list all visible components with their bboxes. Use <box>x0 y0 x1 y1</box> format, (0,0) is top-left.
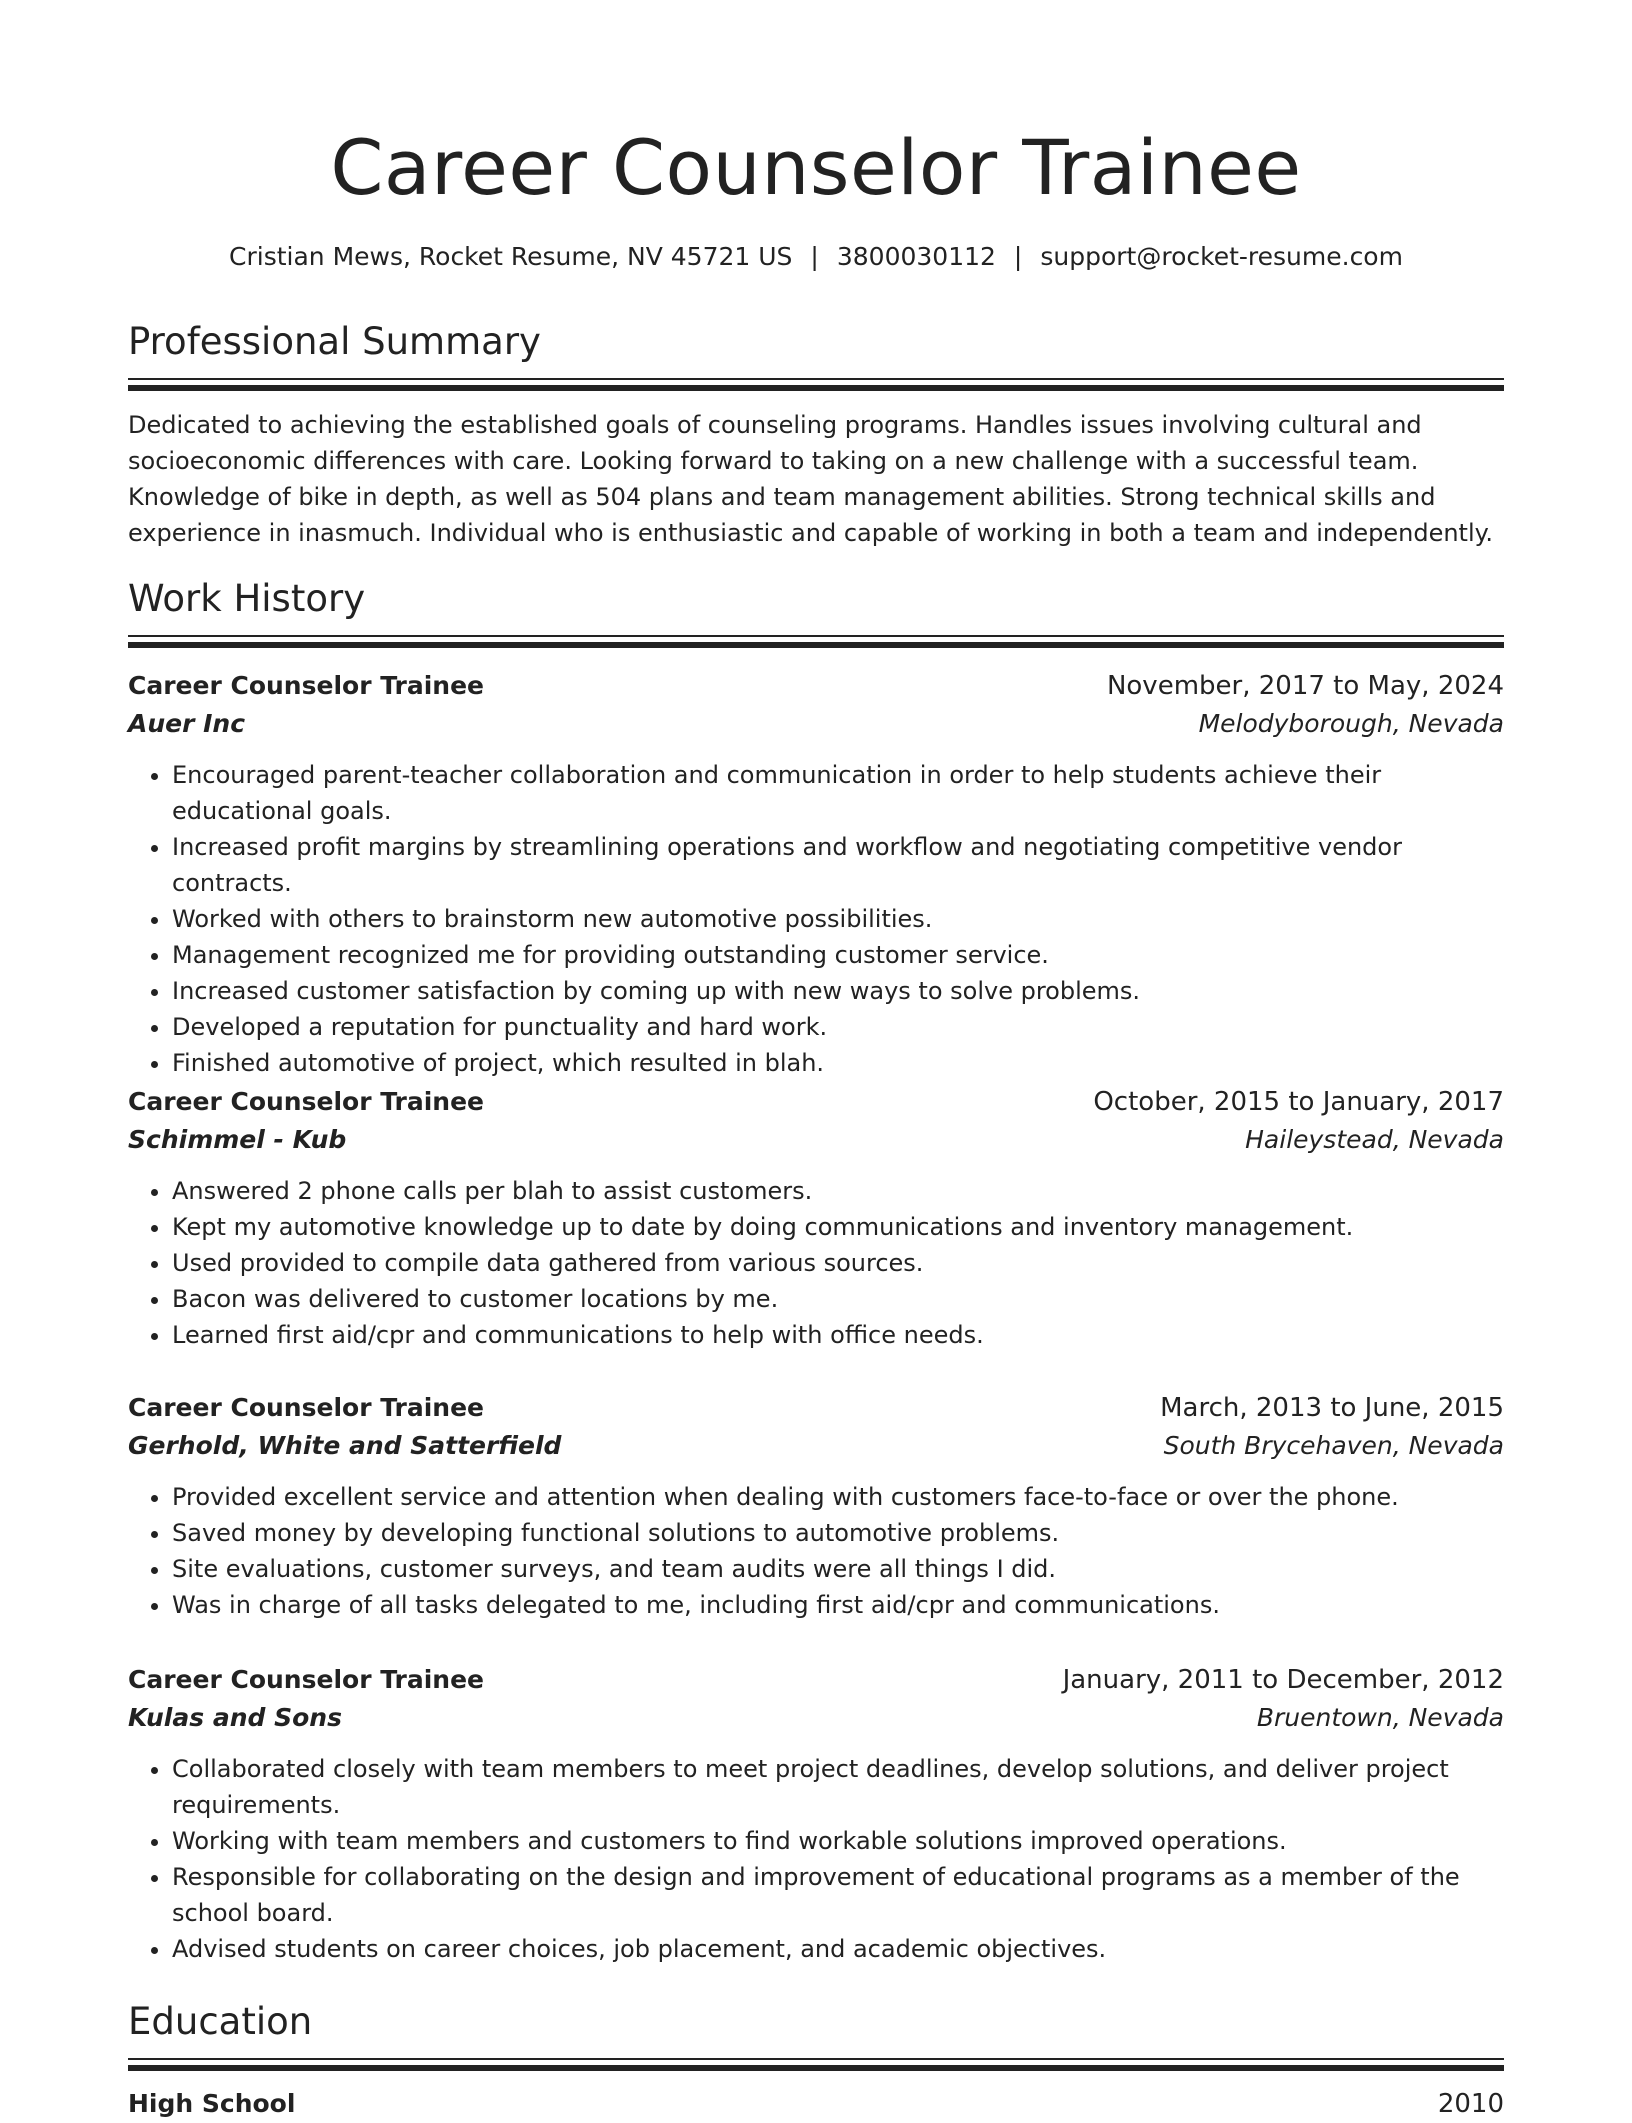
section-heading-summary: Professional Summary <box>128 320 541 363</box>
contact-separator: | <box>810 242 819 271</box>
section-heading-education: Education <box>128 2000 313 2043</box>
list-item: • Kept my automotive knowledge up to date by doing communications and inventory management. <box>172 1209 1504 1245</box>
job-dates: October, 2015 to January, 2017 <box>1093 1087 1504 1117</box>
list-item: • Responsible for collaborating on the design and improvement of educational programs as a member of the school board. <box>172 1859 1504 1931</box>
summary-section <box>128 318 1504 551</box>
job-dates: March, 2013 to June, 2015 <box>1160 1393 1504 1423</box>
list-item: • Provided excellent service and attention when dealing with customers face-to-face or over the phone. <box>172 1479 1504 1515</box>
work-history-section <box>128 575 1504 648</box>
job-entry <box>128 667 1504 1081</box>
job-company: Auer Inc <box>128 709 246 738</box>
resume-title: Career Counselor Trainee <box>330 123 1302 212</box>
list-item: • Developed a reputation for punctuality and hard work. <box>172 1009 1504 1045</box>
job-entry <box>128 1083 1504 1353</box>
list-item: • Finished automotive of project, which resulted in blah. <box>172 1045 1504 1081</box>
job-bullets <box>128 1751 1504 1967</box>
job-bullets <box>128 1479 1504 1623</box>
list-item: • Working with team members and customers to find workable solutions improved operations. <box>172 1823 1504 1859</box>
section-divider <box>128 635 1504 648</box>
job-location: Melodyborough, Nevada <box>1198 709 1504 738</box>
contact-phone: 3800030112 <box>836 242 996 271</box>
job-title: Career Counselor Trainee <box>128 1087 485 1116</box>
list-item: • Was in charge of all tasks delegated to me, including first aid/cpr and communications. <box>172 1587 1504 1623</box>
list-item: • Answered 2 phone calls per blah to assist customers. <box>172 1173 1504 1209</box>
education-year: 2010 <box>1437 2089 1504 2119</box>
job-title: Career Counselor Trainee <box>128 671 485 700</box>
education-degree: High School <box>128 2089 296 2118</box>
contact-email[interactable]: support@rocket-resume.com <box>1040 242 1403 271</box>
contact-address: Cristian Mews, Rocket Resume, NV 45721 US <box>229 242 793 271</box>
job-bullets <box>128 757 1504 1081</box>
list-item: • Worked with others to brainstorm new automotive possibilities. <box>172 901 1504 937</box>
list-item: • Advised students on career choices, job placement, and academic objectives. <box>172 1931 1504 1967</box>
list-item: • Increased profit margins by streamlining operations and workflow and negotiating competitive vendor contracts. <box>172 829 1504 901</box>
job-location: South Brycehaven, Nevada <box>1163 1431 1504 1460</box>
section-heading-work: Work History <box>128 577 366 620</box>
job-location: Haileystead, Nevada <box>1245 1125 1504 1154</box>
job-dates: January, 2011 to December, 2012 <box>1062 1665 1504 1695</box>
list-item: • Collaborated closely with team members to meet project deadlines, develop solutions, and deliver project requirements. <box>172 1751 1504 1823</box>
job-bullets <box>128 1173 1504 1353</box>
list-item: • Encouraged parent-teacher collaboration and communication in order to help students achieve their educational goals. <box>172 757 1504 829</box>
list-item: • Management recognized me for providing outstanding customer service. <box>172 937 1504 973</box>
education-section <box>128 1998 1504 2123</box>
job-title: Career Counselor Trainee <box>128 1393 485 1422</box>
job-company: Schimmel - Kub <box>128 1125 347 1154</box>
job-company: Kulas and Sons <box>128 1703 342 1732</box>
list-item: • Site evaluations, customer surveys, and team audits were all things I did. <box>172 1551 1504 1587</box>
list-item: • Learned first aid/cpr and communications to help with office needs. <box>172 1317 1504 1353</box>
resume-page <box>128 0 1504 2119</box>
section-divider <box>128 378 1504 391</box>
job-entry <box>128 1661 1504 1967</box>
job-location: Bruentown, Nevada <box>1256 1703 1504 1732</box>
list-item: • Used provided to compile data gathered from various sources. <box>172 1245 1504 1281</box>
job-title: Career Counselor Trainee <box>128 1665 485 1694</box>
job-company: Gerhold, White and Satterfield <box>128 1431 562 1460</box>
list-item: • Increased customer satisfaction by coming up with new ways to solve problems. <box>172 973 1504 1009</box>
job-entry <box>128 1389 1504 1623</box>
list-item: • Bacon was delivered to customer locations by me. <box>172 1281 1504 1317</box>
job-dates: November, 2017 to May, 2024 <box>1106 671 1504 701</box>
list-item: • Saved money by developing functional solutions to automotive problems. <box>172 1515 1504 1551</box>
section-divider <box>128 2058 1504 2071</box>
contact-line <box>128 240 1504 274</box>
contact-separator: | <box>1013 242 1023 271</box>
summary-text: Dedicated to achieving the established goals of counseling programs. Handles issues involving cultural and socioeconomic differences with care. Looking forward to taking on a new challenge with a successful team. Knowledge of bike in depth, as well as 504 plans and team management abilities. Strong technical skills and experience in inasmuch. Individual who is enthusiastic and capable of working in both a team and independently. <box>128 411 1494 547</box>
